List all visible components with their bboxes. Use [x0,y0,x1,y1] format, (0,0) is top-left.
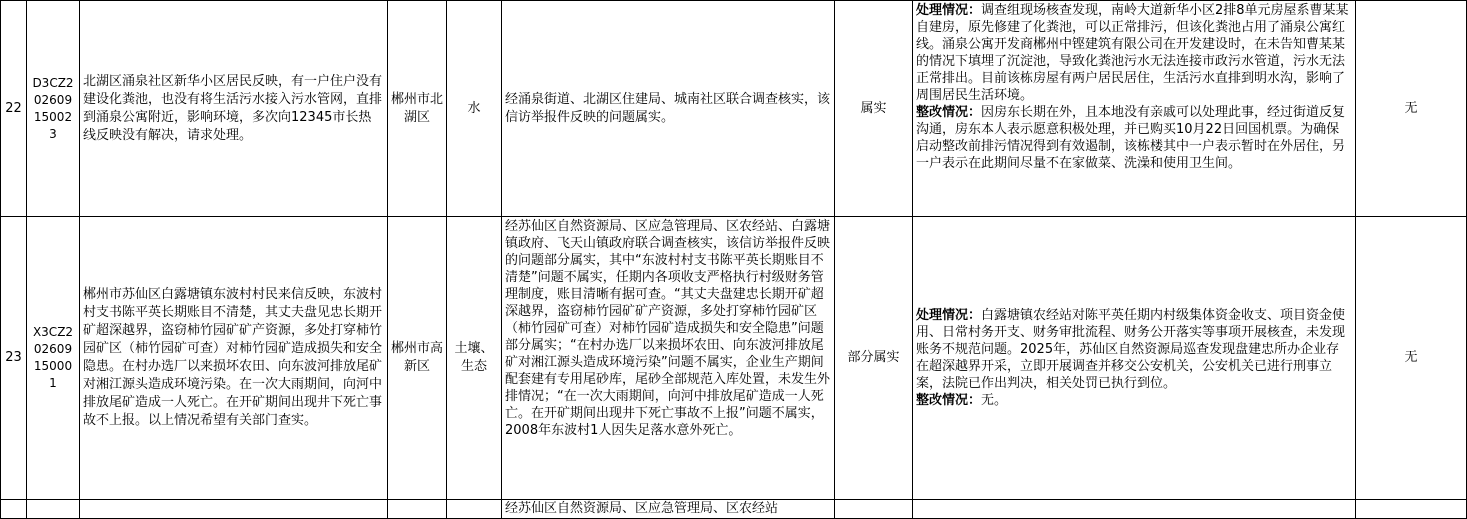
rectify-label: 整改情况： [916,105,982,120]
rectify-text: 因房东长期在外，且本地没有亲戚可以处理此事，经过街道反复沟通，房东本人表示愿意积极处理，并已购买10月22日回国机票。为确保启动整改前排污情况得到有效遏制，该栋楼其中一户表示暂时在外居住，另一户表示在此期间尽量不在家做菜、洗澡和使用卫生间。 [916,105,1346,171]
rectify-label: 整改情况： [916,393,982,408]
row-index [1,500,27,519]
handling-text: 白露塘镇农经站对陈平英任期内村级集体资金收支、项目资金使用、日常村务开支、财务审批流程、财务公开落实等事项开展核查，未发现账务不规范问题。2025年，苏仙区自然资源局巡查发现盘建忠所办企业存在超深越界开采，立即开展调查并移交公安机关，公安机关已进行刑事立案，法院已作出判决，相关处罚已执行到位。 [916,308,1346,391]
case-code: X3CZ2 02609 15000 1 [27,217,80,500]
rectify-text: 无。 [981,393,1008,408]
case-code [27,500,80,519]
investigation-result: 经涌泉街道、北湖区住建局、城南社区联合调查核实，该信访举报件反映的问题属实。 [502,1,835,217]
handling-label: 处理情况： [916,3,982,18]
pollution-category: 水 [447,1,502,217]
investigation-result: 经苏仙区自然资源局、区应急管理局、区农经站 [502,500,835,519]
investigation-result: 经苏仙区自然资源局、区应急管理局、区农经站、白露塘镇政府、飞天山镇政府联合调查核实，该信访举报件反映的问题部分属实，其中“东波村村支书陈平英长期账目不清楚”问题不属实，任期内各项收支严格执行村级财务管理制度，账目清晰有据可查。“其丈夫盘建忠长期开矿超深越界，盗窃柿竹园矿矿产资源，多处打穿柿竹园矿区（柿竹园矿可查）对柿竹园矿造成损失和安全隐患”问题部分属实；“在村办选厂以来损坏农田、向东波河排放尾矿对湘江源头造成环境污染”问题不属实，企业生产期间配套建有专用尾砂库，尾砂全部规范入库处置，未发生外排情况；“在一次大雨期间，向河中排放尾矿造成一人死亡。在开矿期间出现井下死亡事故不上报”问题不属实，2008年东波村1人因失足落水意外死亡。 [502,217,835,500]
handling-cell [913,1,1356,217]
row-index: 23 [1,217,27,500]
pollution-category [447,500,502,519]
complaint-description [80,500,388,519]
district: 郴州市高新区 [388,217,447,500]
district: 郴州市北湖区 [388,1,447,217]
table-row [1,1,1467,217]
verdict: 属实 [835,1,913,217]
district [388,500,447,519]
case-code: D3CZ2 02609 15002 3 [27,1,80,217]
accountability: 无 [1356,217,1467,500]
accountability [1356,500,1467,519]
pollution-category: 土壤、生态 [447,217,502,500]
verdict: 部分属实 [835,217,913,500]
handling-cell [913,500,1356,519]
handling-text: 调查组现场核查发现，南岭大道新华小区2排8单元房屋系曹某某自建房，原先修建了化粪池，可以正常排污，但该化粪池占用了涌泉公寓红线。涌泉公寓开发商郴州中铿建筑有限公司在开发建设时，在未告知曹某某的情况下填埋了沉淀池，导致化粪池污水无法连接市政污水管道，污水无法正常排出。目前该栋房屋有两户居民居住，生活污水直排到明水沟，影响了周围居民生活环境。 [916,3,1349,103]
complaint-description: 北湖区涌泉社区新华小区居民反映，有一户住户没有建设化粪池，也没有将生活污水接入污水管网，直排到涌泉公寓附近，影响环境，多次向12345市长热线反映没有解决，请求处理。 [80,1,388,217]
handling-cell [913,217,1356,500]
verdict [835,500,913,519]
complaint-description: 郴州市苏仙区白露塘镇东波村村民来信反映，东波村村支书陈平英长期账目不清楚，其丈夫盘见忠长期开矿超深越界，盗窃柿竹园矿矿产资源，多处打穿柿竹园矿区（柿竹园矿可查）对柿竹园矿造成损失和安全隐患。在村办选厂以来损坏农田、向东波河排放尾矿对湘江源头造成环境污染。在一次大雨期间，向河中排放尾矿造成一人死亡。在开矿期间出现井下死亡事故不上报。以上情况希望有关部门查实。 [80,217,388,500]
table-row [1,500,1467,519]
row-index: 22 [1,1,27,217]
table-row [1,217,1467,500]
accountability: 无 [1356,1,1467,217]
handling-label: 处理情况： [916,308,982,323]
